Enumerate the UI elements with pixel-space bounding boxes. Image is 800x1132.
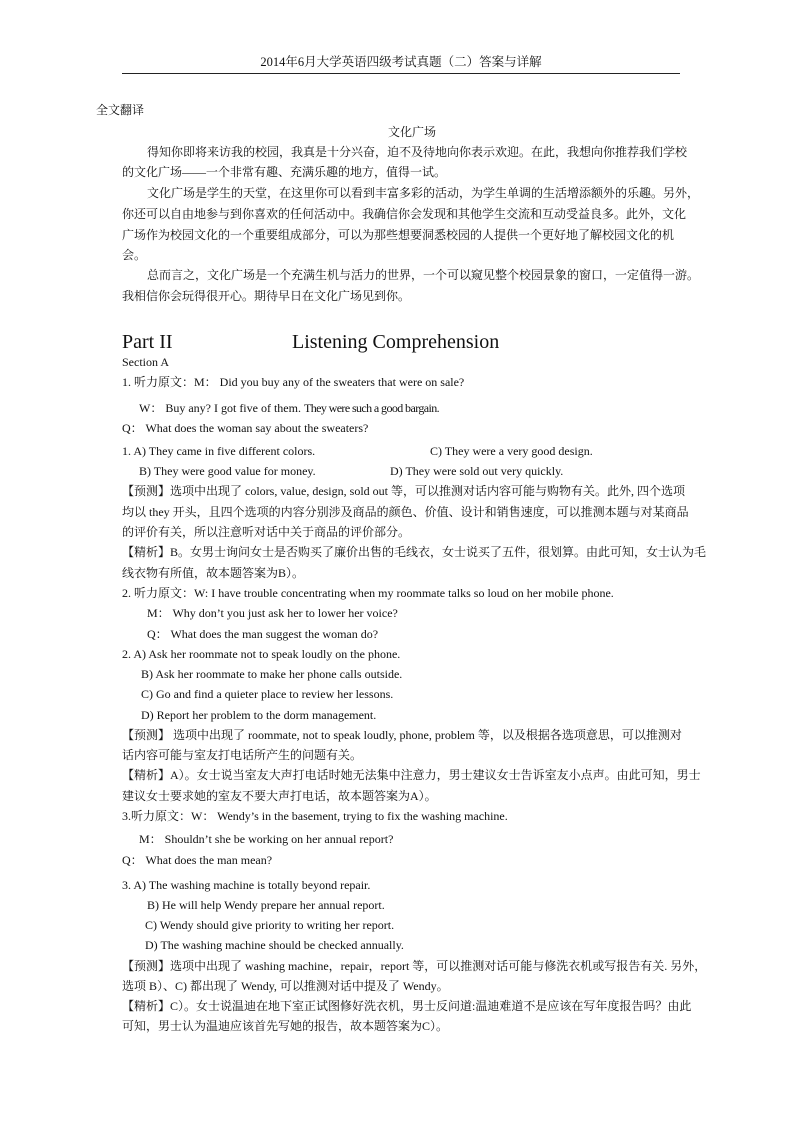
q1-woman-emphasis: They were such a good bargain. — [303, 401, 440, 415]
q3-prediction: 【预测】选项中出现了 washing machine，repair，report 等，可以推测对话可能与修洗衣机或写报告有关. 另外， — [122, 959, 707, 973]
q3-analysis: 【精析】C）。女士说温迪在地下室正试图修好洗衣机，男士反问道:温迪难道不是应该在写年度报告吗？由此 — [122, 999, 692, 1013]
part-title: Listening Comprehension — [292, 331, 500, 353]
q3-option-d: D) The washing machine should be checked annually. — [145, 938, 404, 952]
q1-prediction: 【预测】选项中出现了 colors, value, design, sold out 等，可以推测对话内容可能与购物有关。此外, 四个选项 — [122, 484, 685, 498]
q3-option-b: B) He will help Wendy prepare her annual report. — [147, 898, 385, 912]
q3-question: Q： What does the man mean? — [122, 853, 273, 867]
q3-option-c: C) Wendy should give priority to writing her report. — [145, 918, 395, 932]
part-number: Part II — [122, 331, 173, 353]
q2-prediction: 话内容可能与室友打电话所产生的问题有关。 — [122, 748, 363, 762]
q1-option-c: C) They were a very good design. — [430, 444, 593, 458]
q1-woman-text: W： Buy any? I got five of them. — [139, 401, 304, 415]
q3-man-line: M： Shouldn’t she be working on her annual report? — [139, 832, 394, 846]
translation-line: 你还可以自由地参与到你喜欢的任何活动中。我确信你会发现和其他学生交流和互动受益良多。此外，文化 — [122, 207, 687, 221]
q1-script: 1. 听力原文：M： Did you buy any of the sweaters that were on sale? — [122, 375, 465, 389]
q3-analysis: 可知，男士认为温迪应该首先写她的报告，故本题答案为C）。 — [122, 1019, 449, 1033]
q2-option-c: C) Go and find a quieter place to review her lessons. — [141, 687, 394, 701]
translation-line: 得知你即将来访我的校园，我真是十分兴奋，迫不及待地向你表示欢迎。在此，我想向你推荐我们学校 — [147, 145, 688, 159]
translation-line: 文化广场是学生的天堂，在这里你可以看到丰富多彩的活动，为学生单调的生活增添额外的乐趣。另外， — [147, 186, 700, 200]
q2-option-d: D) Report her problem to the dorm management. — [141, 708, 377, 722]
q1-question: Q： What does the woman say about the sweaters? — [122, 421, 369, 435]
q2-analysis: 【精析】A）。女士说当室友大声打电话时她无法集中注意力，男士建议女士告诉室友小点声。由此可知，男士 — [122, 768, 701, 782]
q2-option-a: 2. A) Ask her roommate not to speak loudly on the phone. — [122, 647, 401, 661]
translation-line: 我相信你会玩得很开心。期待早日在文化广场见到你。 — [122, 289, 411, 303]
translation-line: 会。 — [122, 248, 147, 262]
translation-line: 的文化广场——一个非常有趣、充满乐趣的地方，值得一试。 — [122, 165, 447, 179]
q1-woman-line — [139, 400, 439, 416]
header-divider — [122, 73, 680, 74]
part-heading — [122, 330, 682, 354]
q3-prediction: 选项 B）、C) 都出现了 Wendy, 可以推测对话中提及了 Wendy。 — [122, 979, 449, 993]
q1-analysis: 【精析】B。女男士询问女士是否购买了廉价出售的毛线衣，女士说买了五件，很划算。由此可知，女士认为毛 — [122, 545, 707, 559]
section-label: Section A — [122, 355, 169, 369]
q3-script: 3.听力原文：W： Wendy’s in the basement, trying to fix the washing machine. — [122, 809, 508, 823]
q3-option-a: 3. A) The washing machine is totally beyond repair. — [122, 878, 371, 892]
q1-option-b: B) They were good value for money. — [139, 464, 316, 478]
q1-option-a: 1. A) They came in five different colors. — [122, 444, 316, 458]
q1-analysis: 线衣物有所值，故本题答案为B）。 — [122, 566, 305, 580]
q2-option-b: B) Ask her roommate to make her phone calls outside. — [141, 667, 403, 681]
translation-heading: 全文翻译 — [96, 103, 145, 117]
q2-prediction: 【预测】 选项中出现了 roommate, not to speak loudly, phone, problem 等，以及根据各选项意思，可以推测对 — [122, 728, 682, 742]
q1-prediction: 的评价有关，所以注意听对话中关于商品的评价部分。 — [122, 525, 411, 539]
q1-option-d: D) They were sold out very quickly. — [390, 464, 564, 478]
page-header: 2014年6月大学英语四级考试真题（二）答案与详解 — [260, 55, 542, 69]
q1-prediction: 均以 they 开头，且四个选项的内容分别涉及商品的颜色、价值、设计和销售速度，可以推测本题与对某商品 — [122, 505, 689, 519]
q2-script: 2. 听力原文：W: I have trouble concentrating when my roommate talks so loud on her mobile phone. — [122, 586, 614, 600]
translation-line: 总而言之，文化广场是一个充满生机与活力的世界，一个可以窥见整个校园景象的窗口，一定值得一游。 — [147, 268, 700, 282]
translation-title: 文化广场 — [387, 125, 436, 139]
q2-man-line: M： Why don’t you just ask her to lower her voice? — [147, 606, 398, 620]
q2-analysis: 建议女士要求她的室友不要大声打电话，故本题答案为A）。 — [122, 789, 437, 803]
translation-line: 广场作为校园文化的一个重要组成部分，可以为那些想要洞悉校园的人提供一个更好地了解校园文化的机 — [122, 228, 675, 242]
q2-question: Q： What does the man suggest the woman do? — [147, 627, 379, 641]
